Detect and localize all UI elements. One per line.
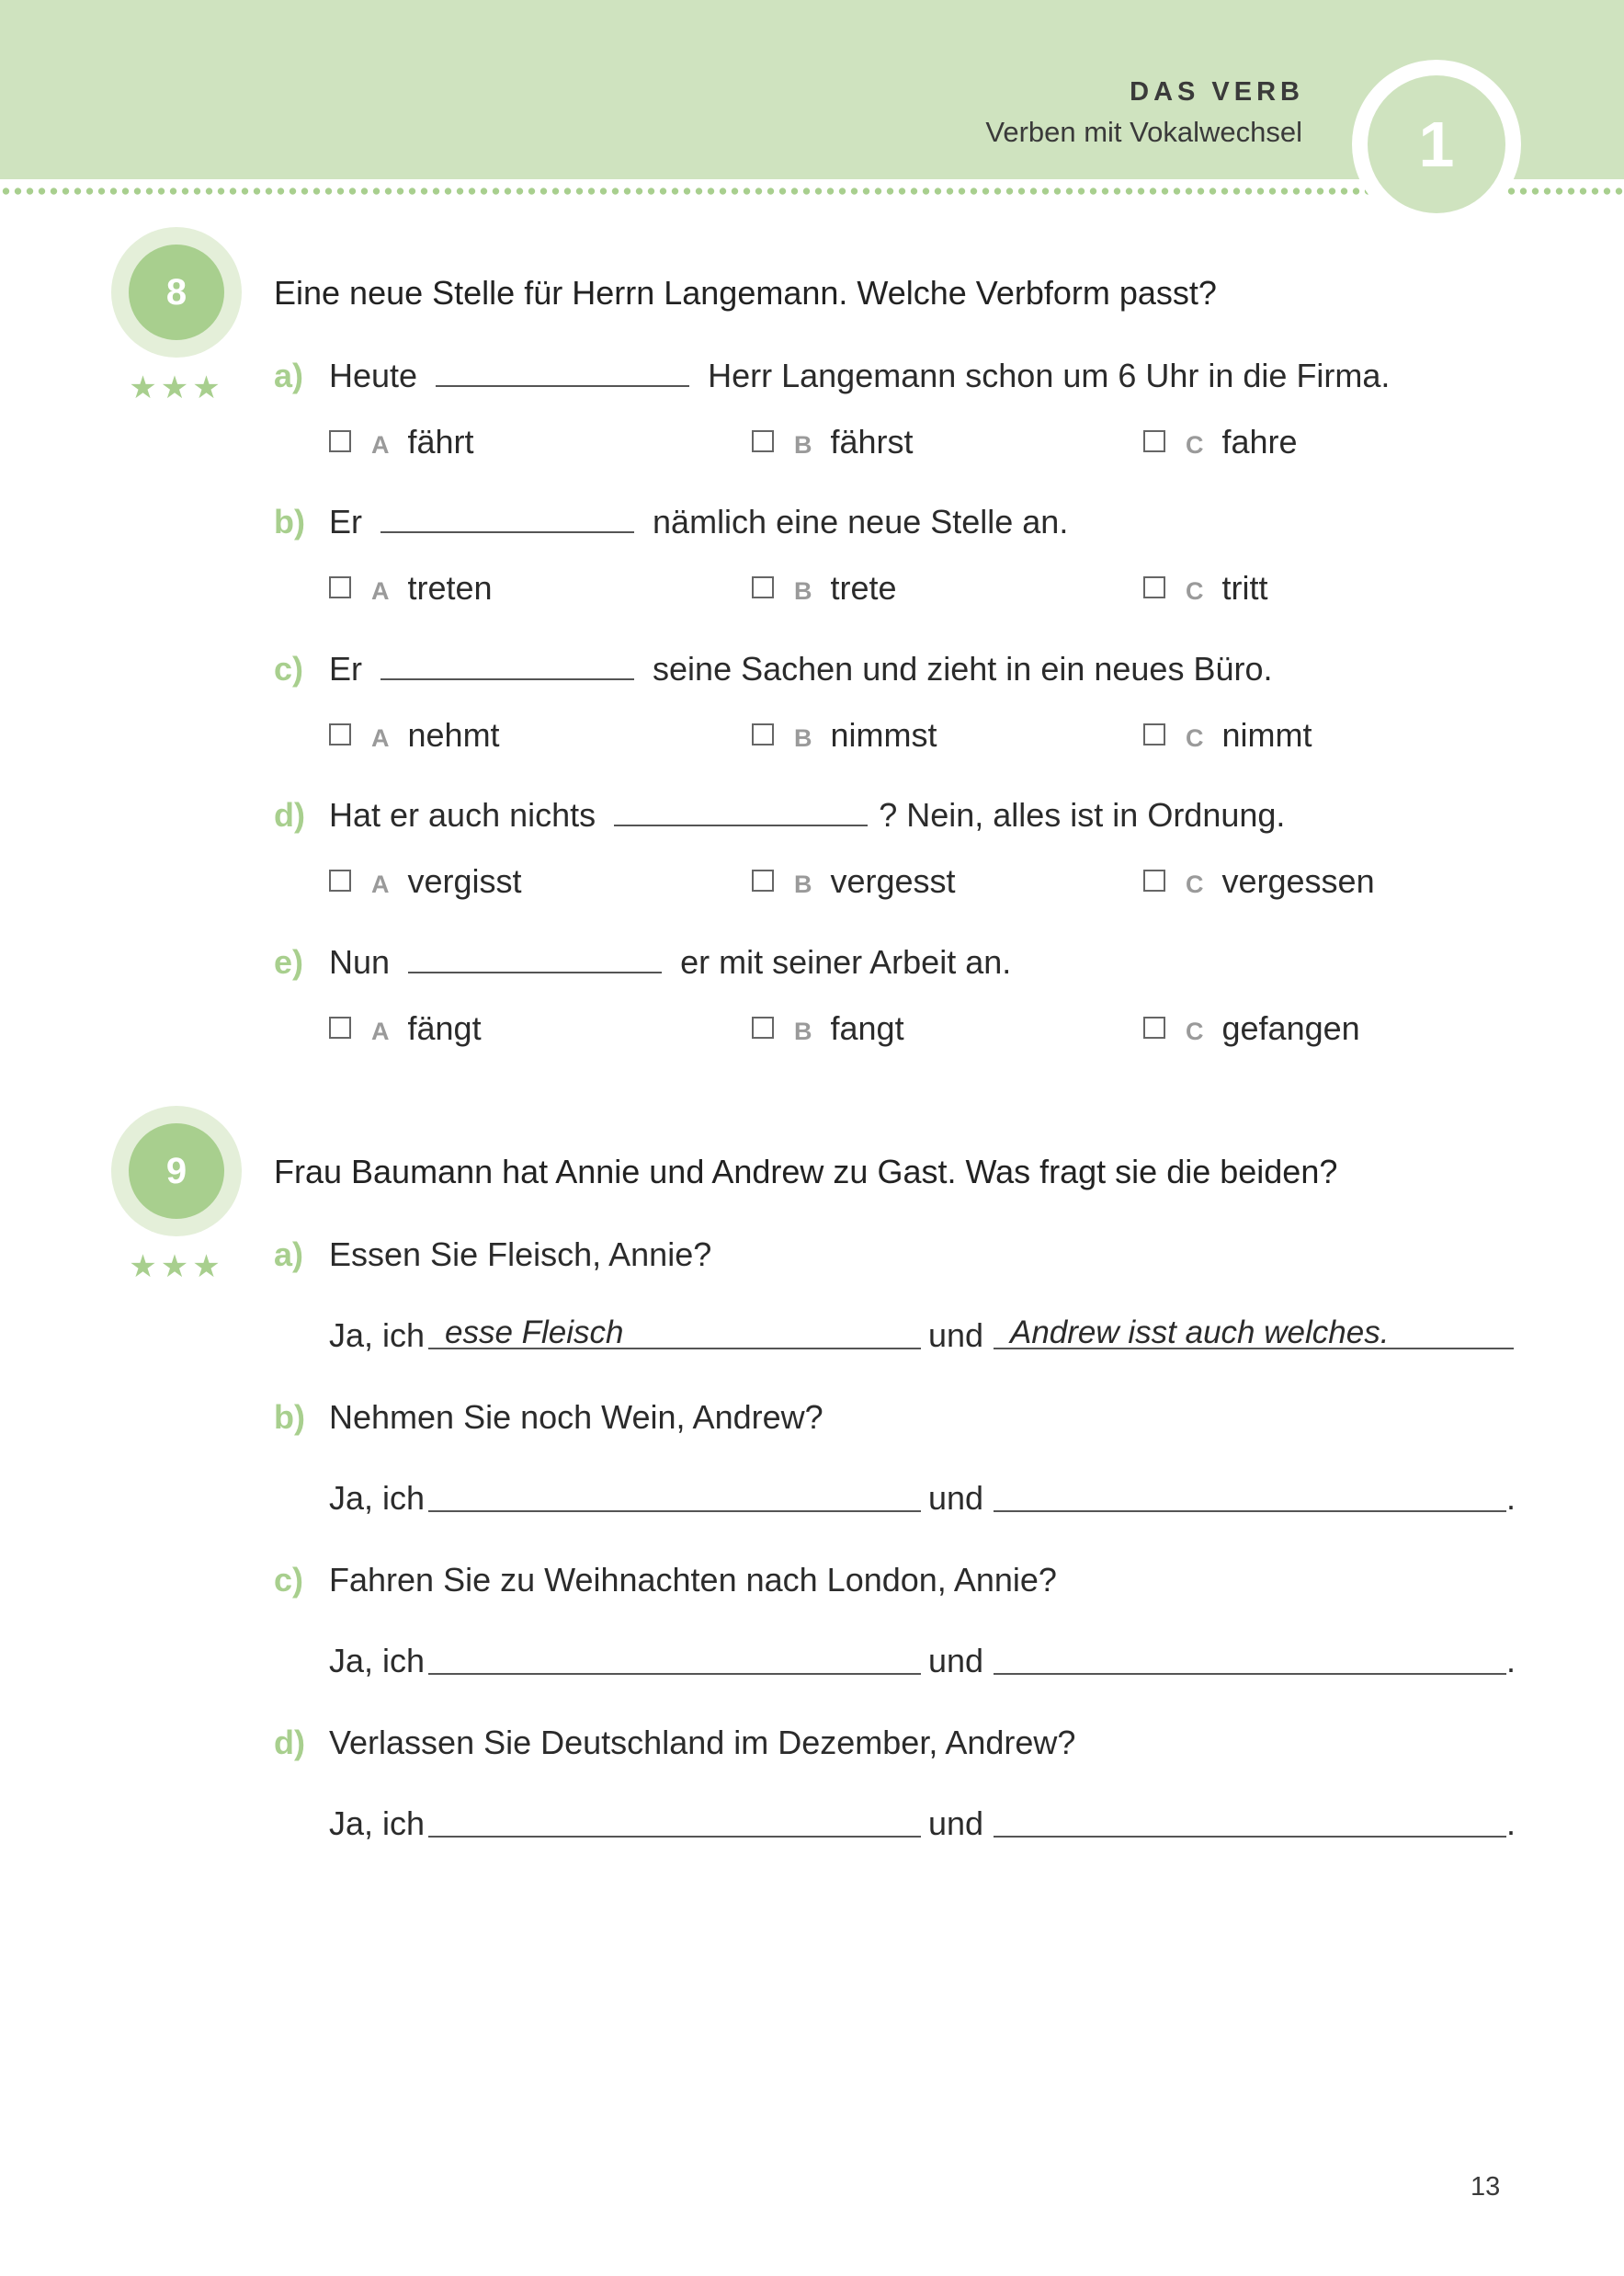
exercise-8-number-badge: 8 [129,245,224,340]
checkbox[interactable] [752,723,774,745]
exercise-8-title: Eine neue Stelle für Herrn Langemann. Welche Verbform passt? [274,274,1217,312]
answer-joiner: und [928,1316,984,1354]
option-key: A [371,431,390,459]
fill-blank[interactable] [380,506,634,533]
answer-input-1[interactable] [428,1477,921,1512]
option-text: fährt [407,423,474,461]
checkbox[interactable] [1143,870,1165,892]
answer-input-2[interactable] [994,1477,1506,1512]
checkbox[interactable] [329,576,351,598]
option-text: gefangen [1221,1009,1360,1047]
option-key: A [371,871,390,898]
answer-prefix: Ja, ich [329,1479,426,1517]
option-c[interactable] [1143,862,1375,901]
checkbox[interactable] [752,1017,774,1039]
chapter-number-badge: 1 [1368,75,1505,213]
option-text: fährst [830,423,914,461]
exercise-9-title: Frau Baumann hat Annie und Andrew zu Gast. Was fragt sie die beiden? [274,1153,1338,1190]
item-letter: a) [274,357,304,394]
sentence-end: ? Nein, alles ist in Ordnung. [879,796,1286,834]
exercise-8-item-d-sentence [329,796,1285,835]
sentence-start: Nun [329,943,391,981]
answer-prefix: Ja, ich [329,1316,426,1354]
answer-joiner: und [928,1642,984,1679]
sentence-end: Herr Langemann schon um 6 Uhr in die Firma. [708,357,1391,394]
exercise-9-item-c-question: Fahren Sie zu Weihnachten nach London, Annie? [329,1561,1057,1599]
option-text: fahre [1221,423,1298,461]
option-key: C [1186,871,1204,898]
answer-joiner: und [928,1479,984,1517]
option-text: treten [407,569,493,607]
option-text: fängt [407,1009,482,1047]
option-text: nimmst [830,716,937,754]
option-a[interactable] [329,569,493,608]
option-c[interactable] [1143,569,1268,608]
option-c[interactable] [1143,716,1312,755]
sentence-start: Hat er auch nichts [329,796,596,834]
checkbox[interactable] [329,723,351,745]
option-text: trete [830,569,897,607]
item-letter: a) [274,1235,304,1273]
exercise-9-item-d-question: Verlassen Sie Deutschland im Dezember, Andrew? [329,1724,1076,1761]
option-text: nimmt [1221,716,1312,754]
item-letter: b) [274,503,305,541]
item-letter: e) [274,943,304,981]
exercise-8-difficulty-stars: ★★★ [129,370,224,405]
option-key: B [794,871,812,898]
option-key: C [1186,577,1204,605]
option-key: C [1186,431,1204,459]
fill-blank[interactable] [408,946,662,973]
option-b[interactable] [752,716,937,755]
option-key: B [794,431,812,459]
sentence-start: Er [329,503,362,541]
option-b[interactable] [752,569,897,608]
checkbox[interactable] [752,430,774,452]
answer-input-2[interactable] [994,1640,1506,1675]
option-key: C [1186,1018,1204,1045]
exercise-9-difficulty-stars: ★★★ [129,1249,224,1284]
answer-input-1[interactable] [428,1640,921,1675]
fill-blank[interactable] [436,359,689,387]
option-b[interactable] [752,862,956,901]
answer-joiner: und [928,1804,984,1842]
option-a[interactable] [329,423,474,461]
sentence-period: . [1506,1479,1516,1517]
sentence-end: nämlich eine neue Stelle an. [653,503,1069,541]
option-c[interactable] [1143,423,1298,461]
checkbox[interactable] [1143,430,1165,452]
option-text: vergisst [407,862,522,900]
sentence-period: . [1506,1642,1516,1679]
answer-prefix: Ja, ich [329,1642,426,1679]
answer-input-1[interactable]: esse Fleisch [428,1314,921,1349]
checkbox[interactable] [1143,723,1165,745]
option-text: vergessen [1221,862,1375,900]
item-letter: c) [274,1561,304,1599]
option-key: A [371,724,390,752]
checkbox[interactable] [1143,576,1165,598]
option-b[interactable] [752,1009,904,1048]
sentence-end: seine Sachen und zieht in ein neues Büro. [653,650,1273,688]
item-letter: c) [274,650,304,688]
exercise-8-item-b-sentence [329,503,1068,541]
option-key: B [794,1018,812,1045]
option-text: tritt [1221,569,1268,607]
answer-input-2[interactable]: Andrew isst auch welches. [994,1314,1514,1349]
checkbox[interactable] [752,870,774,892]
fill-blank[interactable] [380,653,634,680]
exercise-9-item-a-question: Essen Sie Fleisch, Annie? [329,1235,712,1273]
option-key: A [371,1018,390,1045]
option-key: B [794,724,812,752]
option-a[interactable] [329,1009,482,1048]
chapter-title: DAS VERB [1130,77,1304,107]
option-text: vergesst [830,862,956,900]
sentence-end: er mit seiner Arbeit an. [680,943,1012,981]
answer-input-2[interactable] [994,1803,1506,1838]
sentence-start: Heute [329,357,418,394]
option-a[interactable] [329,716,500,755]
option-c[interactable] [1143,1009,1360,1048]
chapter-subtitle: Verben mit Vokalwechsel [985,116,1302,148]
option-key: B [794,577,812,605]
exercise-9-item-b-question: Nehmen Sie noch Wein, Andrew? [329,1398,823,1436]
checkbox[interactable] [752,576,774,598]
checkbox[interactable] [329,870,351,892]
checkbox[interactable] [329,430,351,452]
exercise-8-item-e-sentence [329,943,1011,982]
exercise-9-number-badge: 9 [129,1123,224,1219]
item-letter: b) [274,1398,305,1436]
option-text: nehmt [407,716,500,754]
option-a[interactable] [329,862,522,901]
answer-prefix: Ja, ich [329,1804,426,1842]
answer-input-1[interactable] [428,1803,921,1838]
option-b[interactable] [752,423,914,461]
fill-blank[interactable] [614,799,868,826]
page-number: 13 [1471,2172,1501,2202]
sentence-start: Er [329,650,362,688]
checkbox[interactable] [329,1017,351,1039]
item-letter: d) [274,796,305,834]
item-letter: d) [274,1724,305,1761]
option-text: fangt [830,1009,904,1047]
sentence-period: . [1506,1804,1516,1842]
checkbox[interactable] [1143,1017,1165,1039]
exercise-8-item-a-sentence [329,357,1390,395]
option-key: A [371,577,390,605]
option-key: C [1186,724,1204,752]
exercise-8-item-c-sentence [329,650,1273,688]
